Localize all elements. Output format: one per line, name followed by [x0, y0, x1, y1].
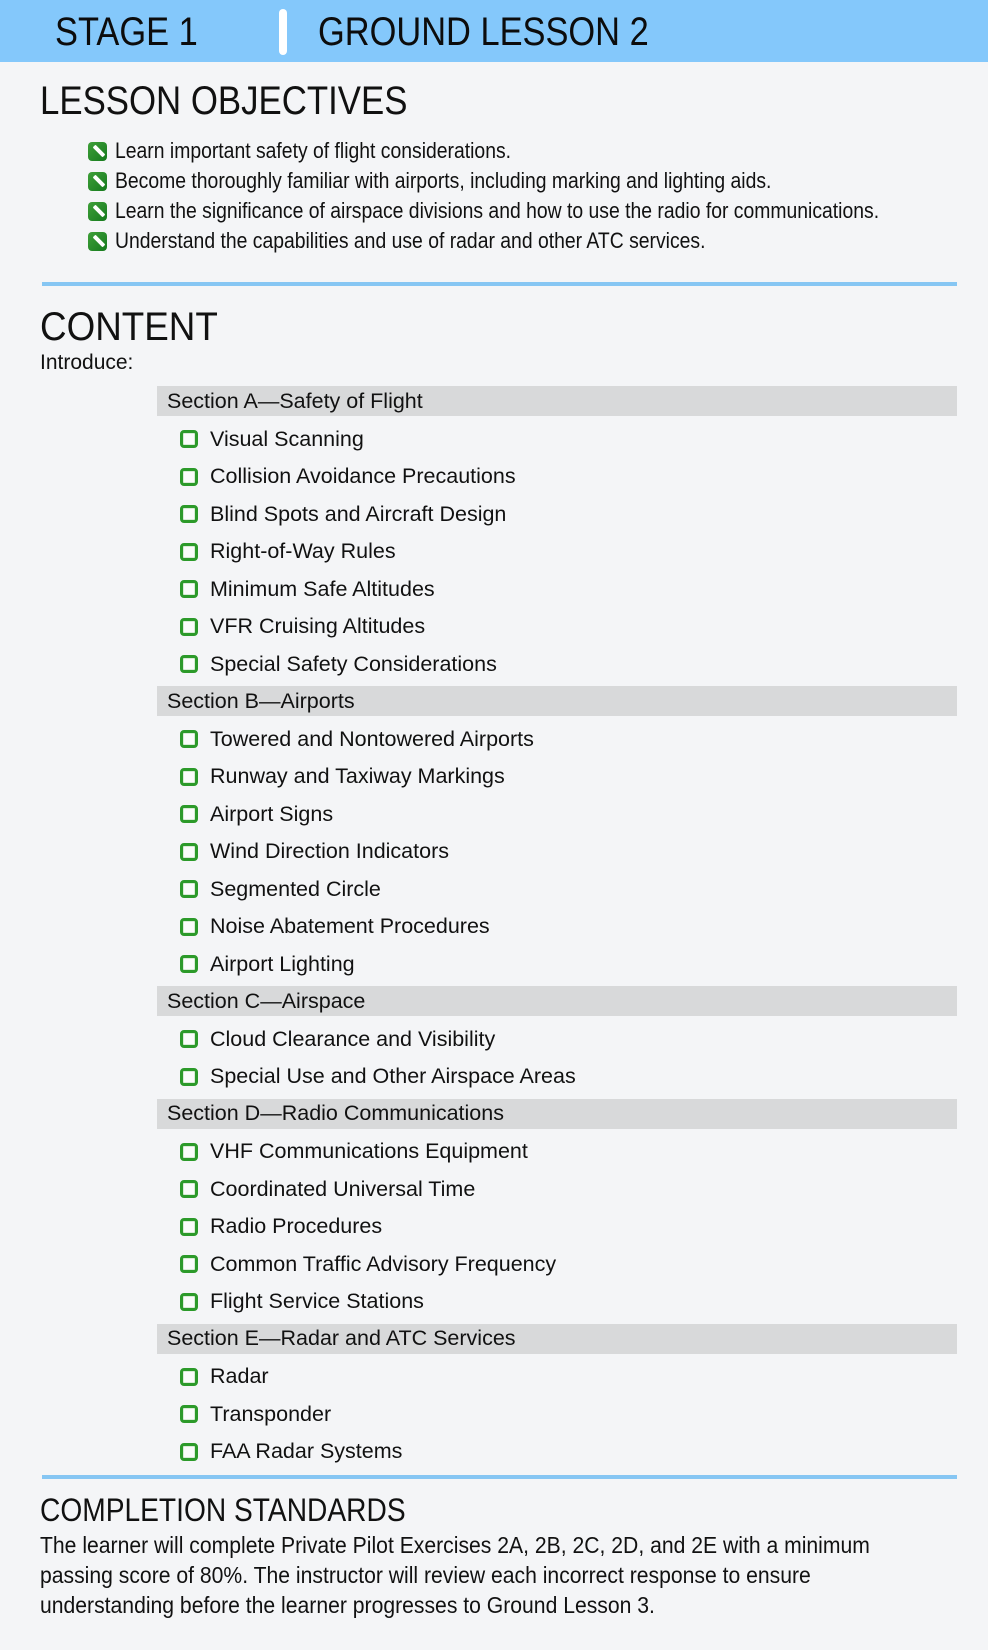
checkbox-icon — [180, 430, 198, 448]
checkbox-icon — [180, 1293, 198, 1311]
objective-text: Understand the capabilities and use of radar and other ATC services. — [115, 228, 706, 253]
checkbox-icon — [180, 730, 198, 748]
section-divider — [42, 282, 957, 286]
content-item — [157, 496, 957, 534]
lesson-title: GROUND LESSON 2 — [318, 10, 649, 54]
content-item-text: Radio Procedures — [210, 1214, 383, 1239]
completion-heading: COMPLETION STANDARDS — [40, 1492, 406, 1528]
content-item — [157, 758, 957, 796]
content-item — [157, 421, 957, 459]
objective-item — [88, 166, 983, 196]
content-item-text: FAA Radar Systems — [210, 1439, 403, 1464]
introduce-label: Introduce: — [40, 351, 134, 374]
checkbox-icon — [180, 580, 198, 598]
content-item-text: Segmented Circle — [210, 876, 381, 901]
content-item — [157, 646, 957, 684]
objective-item — [88, 136, 983, 166]
content-item — [157, 1058, 957, 1096]
content-item-text: Blind Spots and Aircraft Design — [210, 501, 507, 526]
completion-line: The learner will complete Private Pilot Exercises 2A, 2B, 2C, 2D, and 2E with a minimum — [40, 1532, 870, 1558]
checkbox-icon — [180, 655, 198, 673]
stage-label: STAGE 1 — [55, 10, 198, 54]
content-item — [157, 871, 957, 909]
checkbox-icon — [180, 1030, 198, 1048]
content-item-text: Coordinated Universal Time — [210, 1176, 476, 1201]
content-item — [157, 571, 957, 609]
checkbox-icon — [180, 1143, 198, 1161]
content-item-text: Collision Avoidance Precautions — [210, 464, 516, 489]
checkbox-icon — [180, 768, 198, 786]
pencil-check-icon — [88, 232, 107, 251]
objectives-heading: LESSON OBJECTIVES — [40, 79, 408, 123]
content-item — [157, 1171, 957, 1209]
checkbox-icon — [180, 505, 198, 523]
checkbox-icon — [180, 1068, 198, 1086]
content-item — [157, 458, 957, 496]
content-item-text: Special Use and Other Airspace Areas — [210, 1064, 576, 1089]
checkbox-icon — [180, 955, 198, 973]
checkbox-icon — [180, 843, 198, 861]
content-item-text: Visual Scanning — [210, 426, 364, 451]
checkbox-icon — [180, 805, 198, 823]
content-item-text: Towered and Nontowered Airports — [210, 726, 534, 751]
checkbox-icon — [180, 543, 198, 561]
content-item-text: Wind Direction Indicators — [210, 839, 449, 864]
content-item — [157, 833, 957, 871]
completion-paragraph — [40, 1530, 960, 1620]
content-item-text: Runway and Taxiway Markings — [210, 764, 505, 789]
content-item-text: Flight Service Stations — [210, 1289, 424, 1314]
header-separator — [279, 9, 287, 55]
content-item — [157, 1358, 957, 1396]
pencil-check-icon — [88, 142, 107, 161]
objective-item — [88, 196, 983, 226]
content-item-text: Right-of-Way Rules — [210, 539, 396, 564]
content-item-text: VFR Cruising Altitudes — [210, 614, 426, 639]
checkbox-icon — [180, 880, 198, 898]
completion-line: understanding before the learner progresses to Ground Lesson 3. — [40, 1592, 655, 1618]
page-header — [0, 0, 988, 62]
checkbox-icon — [180, 1443, 198, 1461]
objective-text: Become thoroughly familiar with airports, including marking and lighting aids. — [115, 168, 772, 193]
checkbox-icon — [180, 1368, 198, 1386]
content-item — [157, 946, 957, 984]
checkbox-icon — [180, 918, 198, 936]
content-item-text: VHF Communications Equipment — [210, 1139, 528, 1164]
content-item — [157, 1021, 957, 1059]
content-item — [157, 796, 957, 834]
content-item-text: Special Safety Considerations — [210, 651, 497, 676]
pencil-check-icon — [88, 202, 107, 221]
section-header: Section A—Safety of Flight — [157, 386, 957, 416]
section-header: Section C—Airspace — [157, 986, 957, 1016]
section-header: Section E—Radar and ATC Services — [157, 1324, 957, 1354]
checkbox-icon — [180, 1218, 198, 1236]
content-heading: CONTENT — [40, 305, 218, 349]
content-item-text: Radar — [210, 1364, 269, 1389]
checkbox-icon — [180, 468, 198, 486]
completion-line: passing score of 80%. The instructor will review each incorrect response to ensure — [40, 1562, 811, 1588]
pencil-check-icon — [88, 172, 107, 191]
content-item — [157, 1208, 957, 1246]
content-item-text: Common Traffic Advisory Frequency — [210, 1251, 557, 1276]
section-header: Section D—Radio Communications — [157, 1099, 957, 1129]
objective-text: Learn important safety of flight considerations. — [115, 138, 512, 163]
objectives-list — [88, 136, 983, 256]
content-item — [157, 1433, 957, 1471]
content-item — [157, 908, 957, 946]
content-item — [157, 608, 957, 646]
content-item — [157, 1283, 957, 1321]
content-item — [157, 1246, 957, 1284]
checkbox-icon — [180, 1180, 198, 1198]
checkbox-icon — [180, 1255, 198, 1273]
checkbox-icon — [180, 618, 198, 636]
content-item — [157, 1396, 957, 1434]
section-divider — [42, 1475, 957, 1479]
content-item-text: Airport Signs — [210, 801, 334, 826]
content-item-text: Minimum Safe Altitudes — [210, 576, 435, 601]
content-item — [157, 533, 957, 571]
content-item-text: Noise Abatement Procedures — [210, 914, 490, 939]
content-item — [157, 721, 957, 759]
objective-item — [88, 226, 983, 256]
content-item — [157, 1133, 957, 1171]
section-header: Section B—Airports — [157, 686, 957, 716]
content-item-text: Airport Lighting — [210, 951, 355, 976]
content-list — [157, 386, 957, 1474]
content-item-text: Cloud Clearance and Visibility — [210, 1026, 496, 1051]
content-item-text: Transponder — [210, 1401, 332, 1426]
objective-text: Learn the significance of airspace divisions and how to use the radio for communications. — [115, 198, 880, 223]
checkbox-icon — [180, 1405, 198, 1423]
